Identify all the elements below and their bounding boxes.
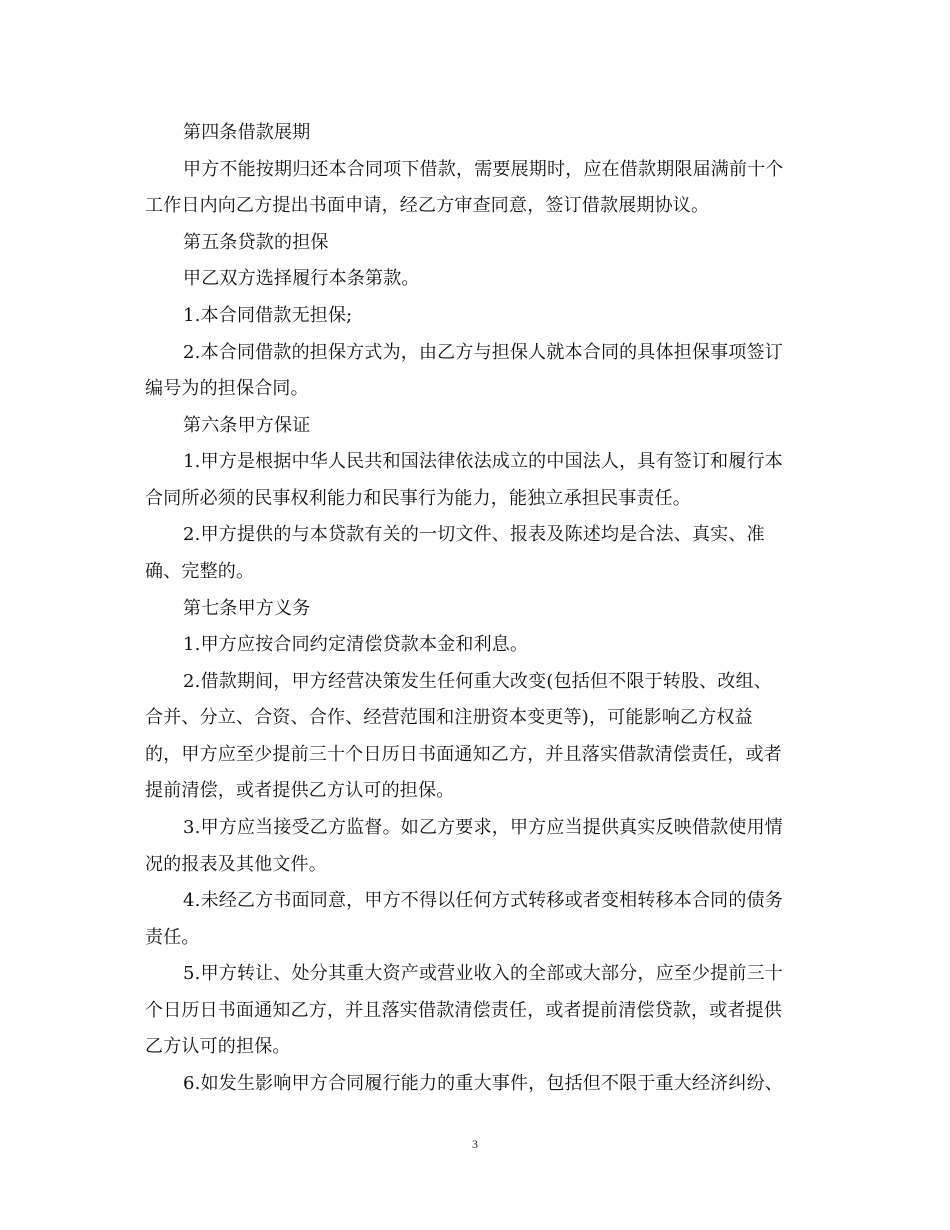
section-heading-7: 第七条甲方义务 [183,598,311,619]
paragraph-line: 5.甲方转让、处分其重大资产或营业收入的全部或大部分，应至少提前三十 [183,963,783,984]
paragraph-line: 个日历日书面通知乙方，并且落实借款清偿责任，或者提前清偿贷款，或者提供 [145,1000,782,1021]
paragraph-line: 甲乙双方选择履行本条第款。 [183,268,420,289]
section-heading-4: 第四条借款展期 [183,122,311,143]
paragraph-line: 乙方认可的担保。 [145,1036,291,1057]
page-number: 3 [472,1137,478,1151]
paragraph-line: 确、完整的。 [145,561,255,582]
paragraph-line: 的，甲方应至少提前三十个日历日书面通知乙方，并且落实借款清偿责任，或者 [145,744,782,765]
paragraph-line: 1.本合同借款无担保; [183,305,353,326]
paragraph-line: 编号为的担保合同。 [145,378,309,399]
paragraph-line: 2.本合同借款的担保方式为，由乙方与担保人就本合同的具体担保事项签订 [183,342,783,363]
paragraph-line: 1.甲方是根据中华人民共和国法律依法成立的中国法人，具有签订和履行本 [183,451,783,472]
paragraph-line: 合同所必须的民事权利能力和民事行为能力，能独立承担民事责任。 [145,488,691,509]
section-heading-5: 第五条贷款的担保 [183,232,329,253]
paragraph-line: 责任。 [145,927,200,948]
paragraph-line: 况的报表及其他文件。 [145,854,327,875]
section-heading-6: 第六条甲方保证 [183,415,311,436]
paragraph-line: 工作日内向乙方提出书面申请，经乙方审查同意，签订借款展期协议。 [145,195,710,216]
paragraph-line: 1.甲方应按合同约定清偿贷款本金和利息。 [183,634,529,655]
paragraph-line: 3.甲方应当接受乙方监督。如乙方要求，甲方应当提供真实反映借款使用情 [183,817,783,838]
paragraph-line: 2.借款期间，甲方经营决策发生任何重大改变(包括但不限于转股、改组、 [183,671,772,692]
paragraph-line: 6.如发生影响甲方合同履行能力的重大事件，包括但不限于重大经济纠纷、 [183,1073,783,1094]
paragraph-line: 2.甲方提供的与本贷款有关的一切文件、报表及陈述均是合法、真实、准 [183,524,765,545]
paragraph-line: 4.未经乙方书面同意，甲方不得以任何方式转移或者变相转移本合同的债务 [183,890,783,911]
paragraph-line: 提前清偿，或者提供乙方认可的担保。 [145,780,455,801]
paragraph-line: 合并、分立、合资、合作、经营范围和注册资本变更等)，可能影响乙方权益 [145,707,753,728]
paragraph-line: 甲方不能按期归还本合同项下借款，需要展期时，应在借款期限届满前十个 [183,159,784,180]
